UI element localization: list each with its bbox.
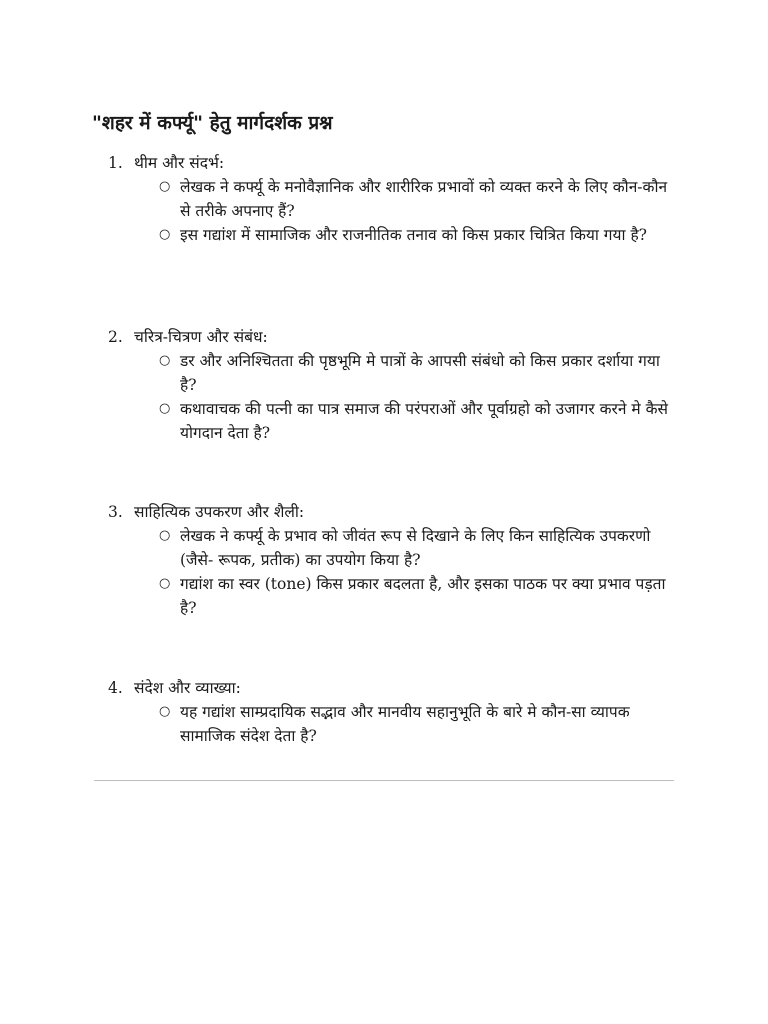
section-title: चरित्र-चित्रण और संबंध:: [134, 328, 268, 346]
question-item: [108, 524, 680, 572]
section-literary-devices: [108, 501, 708, 620]
hollow-circle-bullet-icon: ○: [159, 227, 171, 242]
question-list: [108, 700, 708, 748]
question-text: लेखक ने कर्फ्यू के प्रभाव को जीवंत रूप से दिखाने के लिए किन साहित्यिक उपकरणो (जैसे- रूपक, प्रतीक) का उपयोग किया है?: [180, 527, 651, 569]
horizontal-divider: [94, 780, 674, 781]
hollow-circle-bullet-icon: ○: [159, 576, 171, 591]
hollow-circle-bullet-icon: ○: [159, 528, 171, 543]
hollow-circle-bullet-icon: ○: [159, 179, 171, 194]
section-heading: [108, 152, 708, 175]
section-theme-context: [108, 152, 708, 247]
question-list: [108, 349, 708, 445]
question-item: [108, 572, 680, 620]
question-item: [108, 700, 680, 748]
hollow-circle-bullet-icon: ○: [159, 401, 171, 416]
question-item: [108, 349, 680, 397]
section-heading: [108, 501, 708, 524]
question-text: यह गद्यांश साम्प्रदायिक सद्भाव और मानवीय सहानुभूति के बारे मे कौन-सा व्यापक सामाजिक संदेश देता है?: [180, 703, 630, 745]
section-title: संदेश और व्याख्या:: [134, 679, 241, 697]
section-heading: [108, 326, 708, 349]
section-characterization: [108, 326, 708, 445]
section-number: 1.: [108, 154, 123, 172]
section-title: साहित्यिक उपकरण और शैली:: [134, 503, 305, 521]
question-item: [108, 223, 680, 247]
question-text: कथावाचक की पत्नी का पात्र समाज की परंपराओं और पूर्वाग्रहो को उजागर करने मे कैसे योगदान देता है?: [180, 400, 669, 442]
section-number: 4.: [108, 679, 123, 697]
question-text: लेखक ने कर्फ्यू के मनोवैज्ञानिक और शारीरिक प्रभावों को व्यक्त करने के लिए कौन-कौन से तरीके अपनाए हैं?: [180, 178, 668, 220]
section-message-interpretation: [108, 677, 708, 748]
question-text: गद्यांश का स्वर (tone) किस प्रकार बदलता है, और इसका पाठक पर क्या प्रभाव पड़ता है?: [180, 575, 666, 617]
section-heading: [108, 677, 708, 700]
question-text: डर और अनिश्चितता की पृष्ठभूमि मे पात्रों के आपसी संबंधो को किस प्रकार दर्शाया गया है?: [180, 352, 660, 394]
hollow-circle-bullet-icon: ○: [159, 353, 171, 368]
document-title: "शहर में कर्फ्यू" हेतु मार्गदर्शक प्रश्न: [92, 112, 333, 134]
section-number: 3.: [108, 503, 123, 521]
question-list: [108, 524, 708, 620]
question-item: [108, 397, 680, 445]
question-text: इस गद्यांश में सामाजिक और राजनीतिक तनाव को किस प्रकार चित्रित किया गया है?: [180, 226, 647, 244]
question-list: [108, 175, 708, 247]
section-title: थीम और संदर्भ:: [134, 154, 225, 172]
section-number: 2.: [108, 328, 123, 346]
hollow-circle-bullet-icon: ○: [159, 704, 171, 719]
question-item: [108, 175, 680, 223]
